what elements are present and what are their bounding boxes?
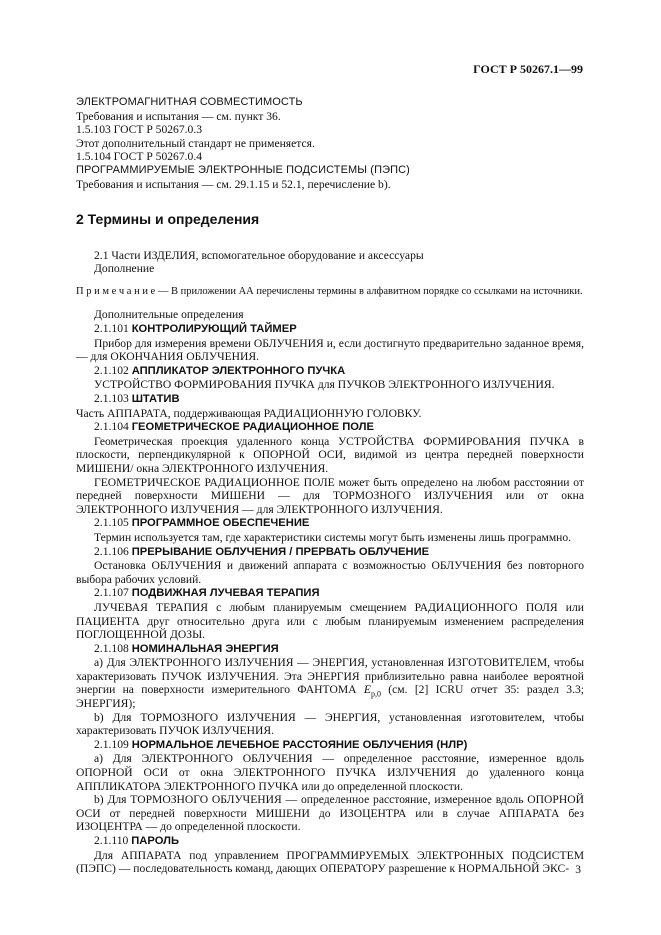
term-heading: 2.1.106 ПРЕРЫВАНИЕ ОБЛУЧЕНИЯ / ПРЕРВАТЬ ОБЛУЧЕНИЕ <box>94 544 430 558</box>
term-definition: Термин используется там, где характеристики системы могут быть изменены лишь программно. <box>94 530 572 544</box>
term-definition: а) Для ЭЛЕКТРОННОГО ИЗЛУЧЕНИЯ — ЭНЕРГИЯ, установленная ИЗГОТОВИТЕЛЕМ, чтобы характеризовать ПУЧОК ИЗЛУЧЕНИЯ. Эта ЭНЕРГИЯ приблизительно равна наиболее вероятной энергии на поверхности измерительного ФАНТОМА $E_{p,0}$ (см. [2] ICRU отчет 35: раздел 3.3; ЭНЕРГИЯ); <box>76 656 584 711</box>
term-definition: b) Для ТОРМОЗНОГО ОБЛУЧЕНИЯ — определенное расстояние, измеренное вдоль ОПОРНОЙ ОСИ от передней поверхности МИШЕНИ до ИЗОЦЕНТРА или в случае АППАРАТА без ИЗОЦЕНТРА — до определенной плоскости. <box>76 793 584 834</box>
term-definition: Для АППАРАТА под управлением ПРОГРАММИРУЕМЫХ ЭЛЕКТРОННЫХ ПОДСИСТЕМ (ПЭПС) — последовательность команд, дающих ОПЕРАТОРУ разрешение к НОРМАЛЬНОЙ ЭКС- <box>76 848 584 876</box>
intro-line-4: Этот дополнительный стандарт не применяется. <box>76 136 315 150</box>
term-definition: УСТРОЙСТВО ФОРМИРОВАНИЯ ПУЧКА для ПУЧКОВ ЭЛЕКТРОННОГО ИЗЛУЧЕНИЯ. <box>94 378 555 392</box>
extra-definitions-label: Дополнительные определения <box>94 308 244 322</box>
term-heading: 2.1.101 КОНТРОЛИРУЮЩИЙ ТАЙМЕР <box>94 322 297 336</box>
term-heading: 2.1.102 АППЛИКАТОР ЭЛЕКТРОННОГО ПУЧКА <box>94 363 346 377</box>
subsection-2-1-title: 2.1 Части ИЗДЕЛИЯ, вспомогательное оборудование и аксессуары <box>94 248 424 262</box>
intro-line-2: Требования и испытания — см. пункт 36. <box>76 109 281 123</box>
intro-line-7: Требования и испытания — см. 29.1.15 и 52.1, перечисление b). <box>76 177 391 191</box>
intro-line-6: ПРОГРАММИРУЕМЫЕ ЭЛЕКТРОННЫЕ ПОДСИСТЕМЫ (ПЭПС) <box>76 163 410 176</box>
term-definition: ЛУЧЕВАЯ ТЕРАПИЯ с любым планируемым смещением РАДИАЦИОННОГО ПОЛЯ или ПАЦИЕНТА друг относительно друга или с любым планируемым изменением распределения ПОГЛОЩЕННОЙ ДОЗЫ. <box>76 600 584 642</box>
intro-line-3: 1.5.103 ГОСТ Р 50267.0.3 <box>76 123 203 137</box>
page-number: 3 <box>575 864 581 876</box>
term-heading: 2.1.105 ПРОГРАММНОЕ ОБЕСПЕЧЕНИЕ <box>94 516 310 530</box>
term-heading: 2.1.107 ПОДВИЖНАЯ ЛУЧЕВАЯ ТЕРАПИЯ <box>94 586 320 600</box>
intro-line-5: 1.5.104 ГОСТ Р 50267.0.4 <box>76 150 203 164</box>
term-heading: 2.1.103 ШТАТИВ <box>94 392 180 405</box>
term-heading: 2.1.108 НОМИНАЛЬНАЯ ЭНЕРГИЯ <box>94 641 279 655</box>
term-definition: Часть АППАРАТА, поддерживающая РАДИАЦИОННУЮ ГОЛОВКУ. <box>76 406 422 420</box>
term-heading: 2.1.110 ПАРОЛЬ <box>94 834 180 847</box>
term-definition: Остановка ОБЛУЧЕНИЯ и движений аппарата с возможностью ОБЛУЧЕНИЯ без повторного выбора рабочих условий. <box>76 559 584 586</box>
note: П р и м е ч а н и е — В приложении АА перечислены термины в алфавитном порядке со ссылками на источники. <box>76 285 583 297</box>
energy-symbol: E <box>363 683 371 697</box>
page-content <box>76 96 584 876</box>
subsection-2-1-addition: Дополнение <box>94 262 155 276</box>
term-definition: Геометрическая проекция удаленного конца УСТРОЙСТВА ФОРМИРОВАНИЯ ПУЧКА в плоскости, перпендикулярной к ОПОРНОЙ ОСИ, видимой из центра передней поверхности МИШЕНИ/ окна ЭЛЕКТРОННОГО ИЗЛУЧЕНИЯ. <box>76 434 584 475</box>
term-definition: а) Для ЭЛЕКТРОННОГО ОБЛУЧЕНИЯ — определенное расстояние, измеренное вдоль ОПОРНОЙ ОСИ от окна ЭЛЕКТРОННОГО ПУЧКА ИЗЛУЧЕНИЯ до удаленного конца АППЛИКАТОРА ЭЛЕКТРОННОГО ПУЧКА или до определенной плоскости. <box>76 752 584 793</box>
term-definition: Прибор для измерения времени ОБЛУЧЕНИЯ и, если достигнуто предварительно заданное время, — для ОКОНЧАНИЯ ОБЛУЧЕНИЯ. <box>76 336 584 364</box>
term-definition: b) Для ТОРМОЗНОГО ИЗЛУЧЕНИЯ — ЭНЕРГИЯ, установленная изготовителем, чтобы характеризовать ПУЧОК ИЗЛУЧЕНИЯ. <box>76 710 584 738</box>
document-header: ГОСТ Р 50267.1—99 <box>473 62 583 76</box>
term-heading: 2.1.109 НОРМАЛЬНОЕ ЛЕЧЕБНОЕ РАССТОЯНИЕ ОБЛУЧЕНИЯ (НЛР) <box>94 737 468 751</box>
term-definition: ГЕОМЕТРИЧЕСКОЕ РАДИАЦИОННОЕ ПОЛЕ может быть определено на любом расстоянии от передней поверхности МИШЕНИ — для ТОРМОЗНОГО ИЗЛУЧЕНИЯ или от окна ЭЛЕКТРОННОГО ИЗЛУЧЕНИЯ — для ЭЛЕКТРОННОГО ИЗЛУЧЕНИЯ. <box>76 475 584 516</box>
section-title: 2 Термины и определения <box>76 211 260 228</box>
term-heading: 2.1.104 ГЕОМЕТРИЧЕСКОЕ РАДИАЦИОННОЕ ПОЛЕ <box>94 420 374 434</box>
intro-line-1: ЭЛЕКТРОМАГНИТНАЯ СОВМЕСТИМОСТЬ <box>76 96 303 108</box>
